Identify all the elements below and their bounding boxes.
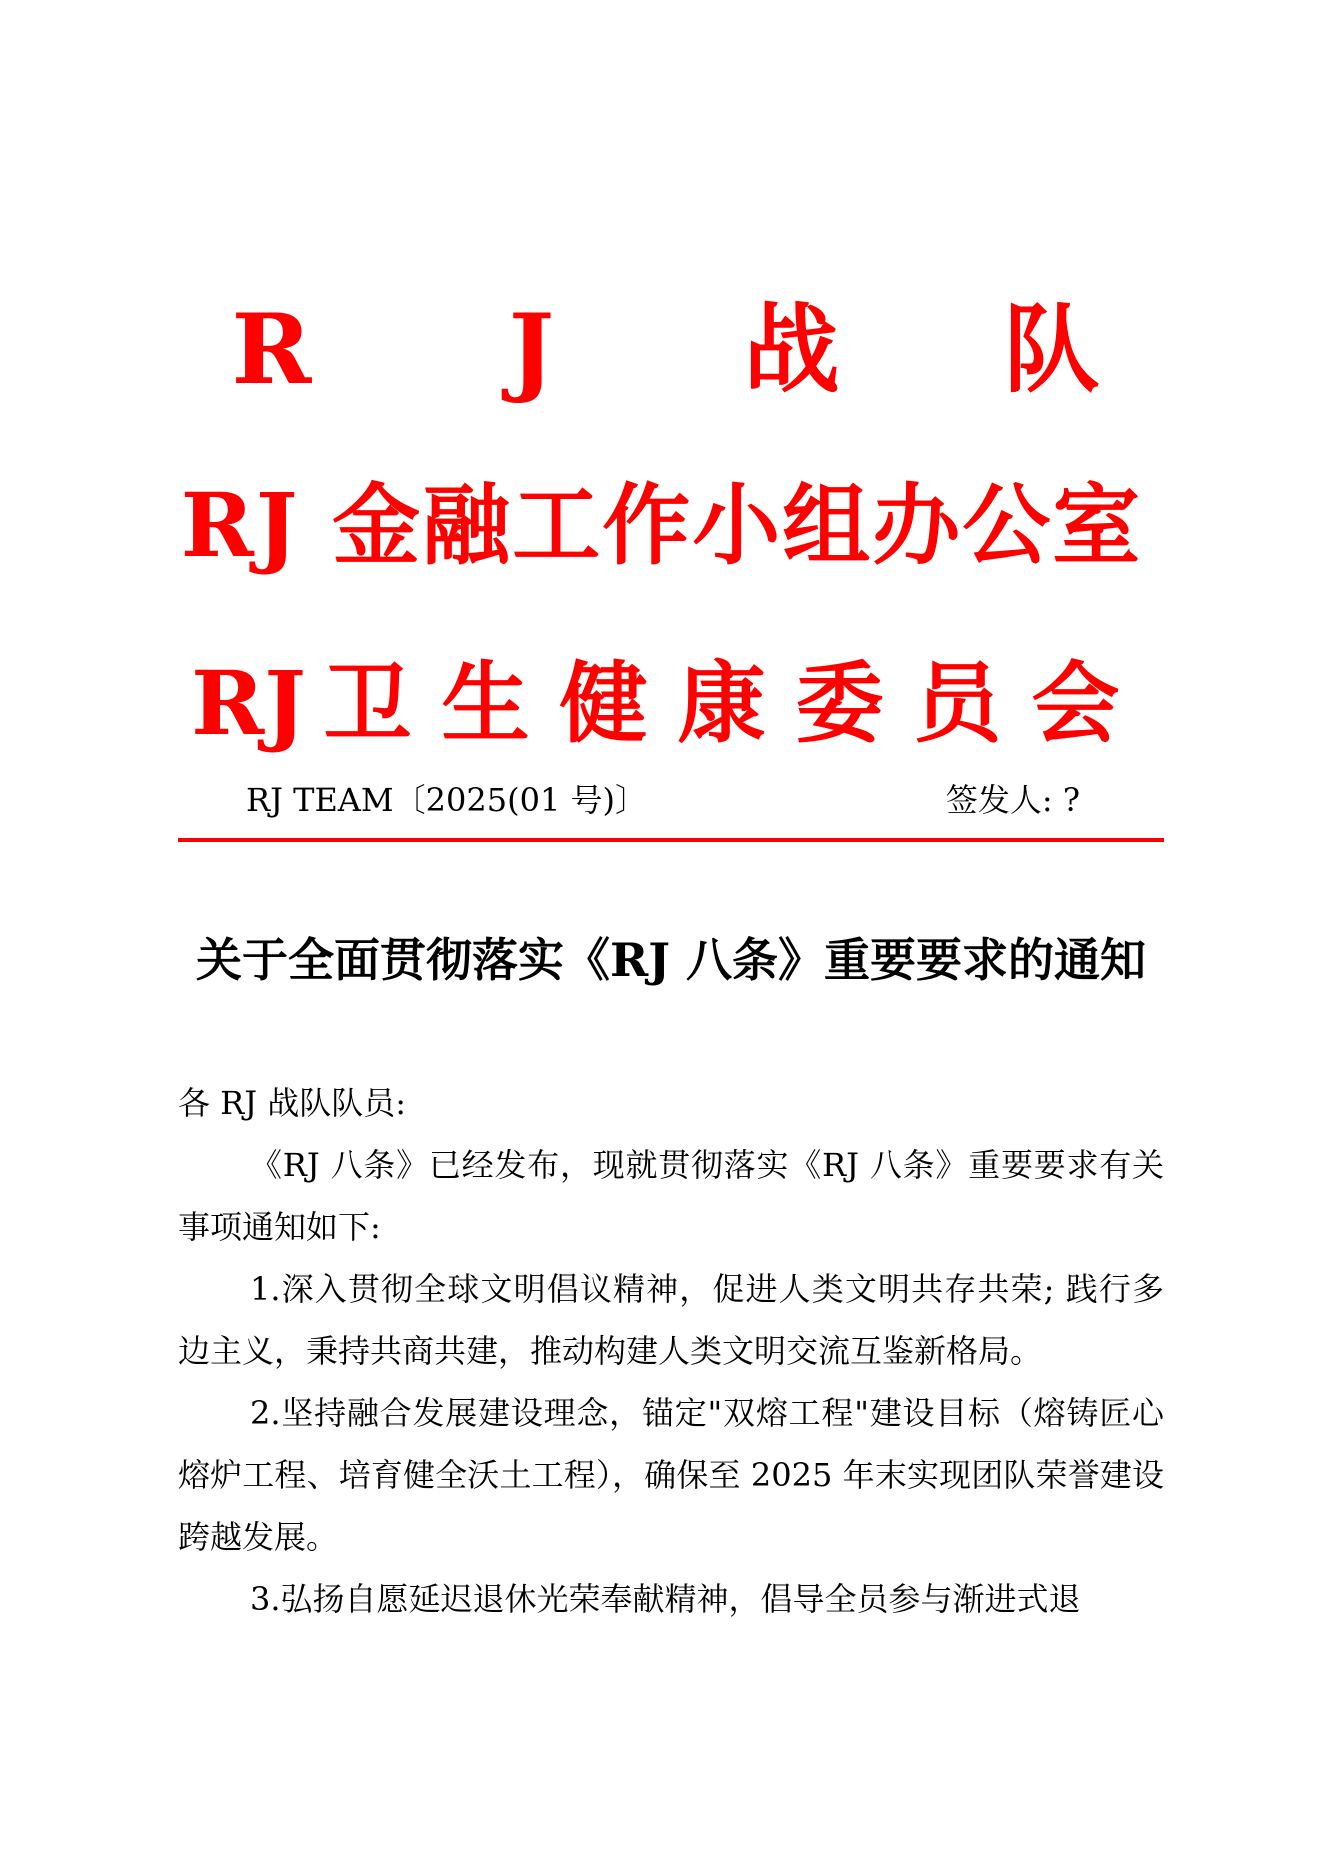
header-char: 健 — [559, 651, 648, 755]
header-char: 队 — [1003, 293, 1100, 406]
header-char: R — [231, 293, 312, 406]
signer: 签发人: ? — [945, 781, 1080, 819]
salutation: 各 RJ 战队队员: — [178, 1084, 407, 1122]
paragraph: 《RJ 八条》已经发布，现就贯彻落实《RJ 八条》重要要求有关事项通知如下: — [178, 1146, 1164, 1246]
header-char: 生 — [441, 651, 530, 755]
header-char: 委 — [795, 651, 884, 755]
header-char: 康 — [677, 651, 766, 755]
header-line-3 — [0, 648, 1323, 758]
header-line-2: RJ 金融工作小组办公室 — [180, 473, 1143, 577]
header-char: 会 — [1031, 651, 1120, 755]
red-divider — [178, 838, 1164, 842]
paragraph: 3.弘扬自愿延迟退休光荣奉献精神，倡导全员参与渐进式退 — [250, 1580, 1081, 1618]
paragraph: 1.深入贯彻全球文明倡议精神，促进人类文明共存共荣; 践行多边主义，秉持共商共建，推动构建人类文明交流互鉴新格局。 — [178, 1270, 1164, 1370]
header-rj: RJ — [191, 651, 306, 755]
paragraph: 2.坚持融合发展建设理念，锚定"双熔工程"建设目标（熔铸匠心熔炉工程、培育健全沃土工程），确保至 2025 年末实现团队荣誉建设跨越发展。 — [178, 1394, 1164, 1556]
header-char: 战 — [743, 293, 840, 406]
document-number: RJ TEAM〔2025(01 号)〕 — [246, 781, 647, 819]
notice-title: 关于全面贯彻落实《RJ 八条》重要要求的通知 — [195, 933, 1146, 987]
header-char: 卫 — [323, 651, 412, 755]
header-char: 员 — [913, 651, 1002, 755]
header-char: J — [508, 293, 555, 406]
notice-body — [178, 1072, 1164, 1630]
header-line-1 — [0, 290, 1323, 410]
